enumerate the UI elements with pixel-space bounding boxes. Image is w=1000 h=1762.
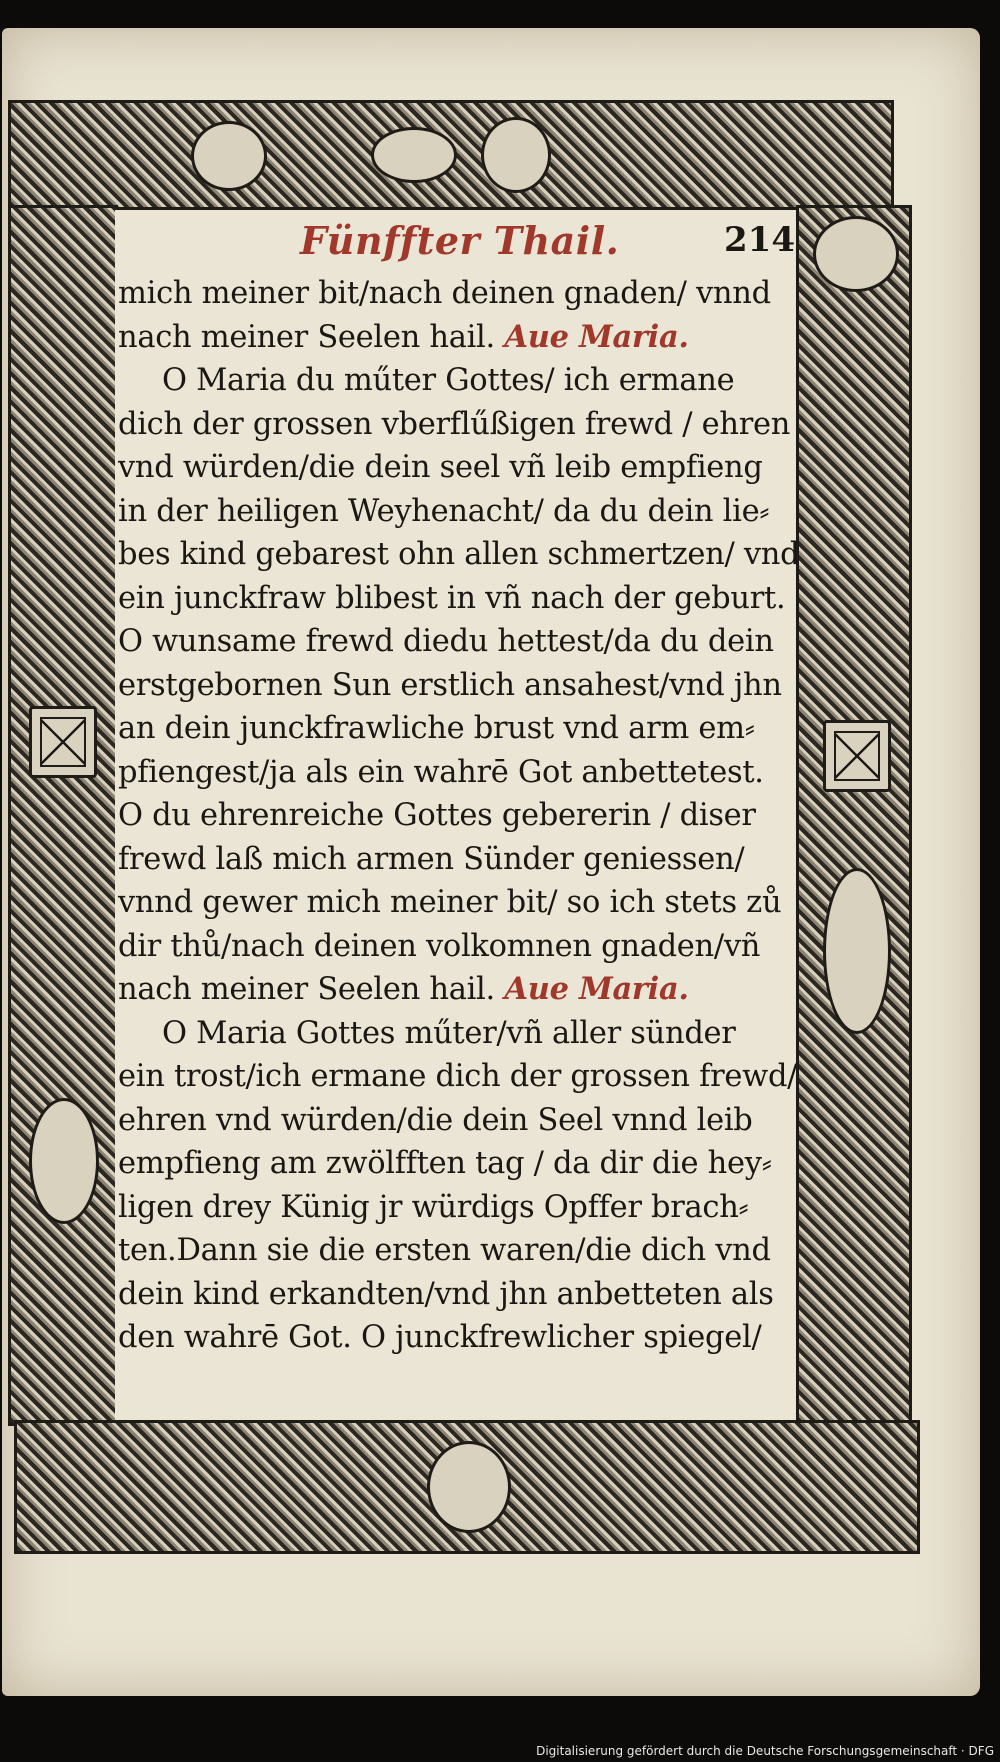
drum-ornament bbox=[823, 868, 891, 1034]
text-line bbox=[118, 1186, 794, 1230]
text-line bbox=[118, 446, 794, 490]
line-text: vnd würden/die dein seel vñ leib empfieng bbox=[118, 450, 763, 485]
text-line bbox=[118, 533, 800, 577]
text-line bbox=[118, 838, 794, 882]
line-text: pfiengest/ja als ein wahrē Got anbettetest. bbox=[118, 754, 764, 790]
woodcut-border-left bbox=[8, 205, 118, 1426]
line-text: dich der grossen vberflűßigen frewd / ehren bbox=[118, 406, 791, 442]
text-line bbox=[118, 620, 794, 664]
text-line bbox=[118, 490, 794, 534]
text-line bbox=[118, 272, 794, 316]
cherub-ornament bbox=[191, 121, 267, 191]
woodcut-border-bottom bbox=[14, 1420, 920, 1554]
line-text: ein junckfraw blibest in vñ nach der geburt. bbox=[118, 580, 786, 616]
line-text: nach meiner Seelen hail. bbox=[118, 972, 495, 1007]
line-text: mich meiner bit/nach deinen gnaden/ vnnd bbox=[118, 276, 771, 311]
line-text: vnnd gewer mich meiner bit/ so ich stets zů bbox=[118, 885, 782, 920]
page-number: 214 bbox=[724, 220, 795, 260]
text-line bbox=[118, 794, 794, 838]
text-line bbox=[118, 1142, 794, 1186]
line-text: in der heiligen Weyhenacht/ da du dein lie⸗ bbox=[118, 493, 770, 529]
running-head: Fünffter Thail. bbox=[300, 218, 620, 263]
text-line bbox=[118, 403, 794, 447]
text-line bbox=[118, 881, 794, 925]
line-text: dein kind erkandten/vnd jhn anbetteten als bbox=[118, 1276, 774, 1312]
line-text: ehren vnd würden/die dein Seel vnnd leib bbox=[118, 1102, 753, 1138]
scroll-ornament bbox=[371, 127, 457, 183]
vase-ornament bbox=[813, 216, 899, 292]
line-text: an dein junckfrawliche brust vnd arm em⸗ bbox=[118, 711, 755, 746]
text-line bbox=[118, 751, 794, 795]
line-text: empfieng am zwölfften tag / da dir die hey⸗ bbox=[118, 1146, 772, 1181]
text-line bbox=[118, 968, 794, 1012]
line-text: den wahrē Got. O junckfrewlicher spiegel/ bbox=[118, 1320, 762, 1355]
rubric-ave-maria: Aue Maria. bbox=[504, 318, 689, 355]
line-text: O Maria Gottes műter/vñ aller sünder bbox=[162, 1015, 736, 1051]
text-line bbox=[118, 1316, 794, 1360]
mask-ornament bbox=[29, 1098, 99, 1224]
text-line bbox=[118, 707, 794, 751]
text-line bbox=[118, 316, 794, 360]
line-text: nach meiner Seelen hail. bbox=[118, 319, 495, 355]
text-line bbox=[118, 577, 794, 621]
woodcut-border-right bbox=[796, 205, 912, 1426]
lion-mask-ornament bbox=[427, 1441, 511, 1533]
text-line bbox=[118, 1099, 794, 1143]
line-text: O Maria du műter Gottes/ ich ermane bbox=[162, 363, 735, 398]
rubric-ave-maria: Aue Maria. bbox=[504, 971, 689, 1007]
woodcut-border-top bbox=[8, 100, 894, 210]
line-text: ein trost/ich ermane dich der grossen frewd/ bbox=[118, 1059, 798, 1094]
shield-ornament bbox=[29, 706, 97, 778]
text-line bbox=[118, 925, 794, 969]
cherub-ornament bbox=[481, 117, 551, 193]
line-text: ten.Dann sie die ersten waren/die dich vnd bbox=[118, 1233, 771, 1268]
text-line bbox=[118, 1012, 794, 1056]
line-text: ligen drey Künig jr würdigs Opffer brach⸗ bbox=[118, 1189, 749, 1225]
text-lines bbox=[118, 272, 800, 1360]
text-line bbox=[118, 1229, 794, 1273]
line-text: bes kind gebarest ohn allen schmertzen/ vnd bbox=[118, 537, 800, 572]
line-text: dir thů/nach deinen volkomnen gnaden/vñ bbox=[118, 928, 761, 964]
text-line bbox=[118, 664, 794, 708]
shield-ornament bbox=[823, 720, 891, 792]
page-header bbox=[115, 218, 795, 268]
line-text: erstgebornen Sun erstlich ansahest/vnd jhn bbox=[118, 667, 782, 703]
text-line bbox=[118, 359, 794, 403]
line-text: frewd laß mich armen Sünder geniessen/ bbox=[118, 841, 745, 877]
text-line bbox=[118, 1273, 794, 1317]
digitization-credit: Digitalisierung gefördert durch die Deutsche Forschungsgemeinschaft · DFG bbox=[536, 1744, 994, 1758]
text-line bbox=[118, 1055, 798, 1099]
line-text: O wunsame frewd diedu hettest/da du dein bbox=[118, 624, 774, 659]
line-text: O du ehrenreiche Gottes gebererin / diser bbox=[118, 798, 756, 833]
